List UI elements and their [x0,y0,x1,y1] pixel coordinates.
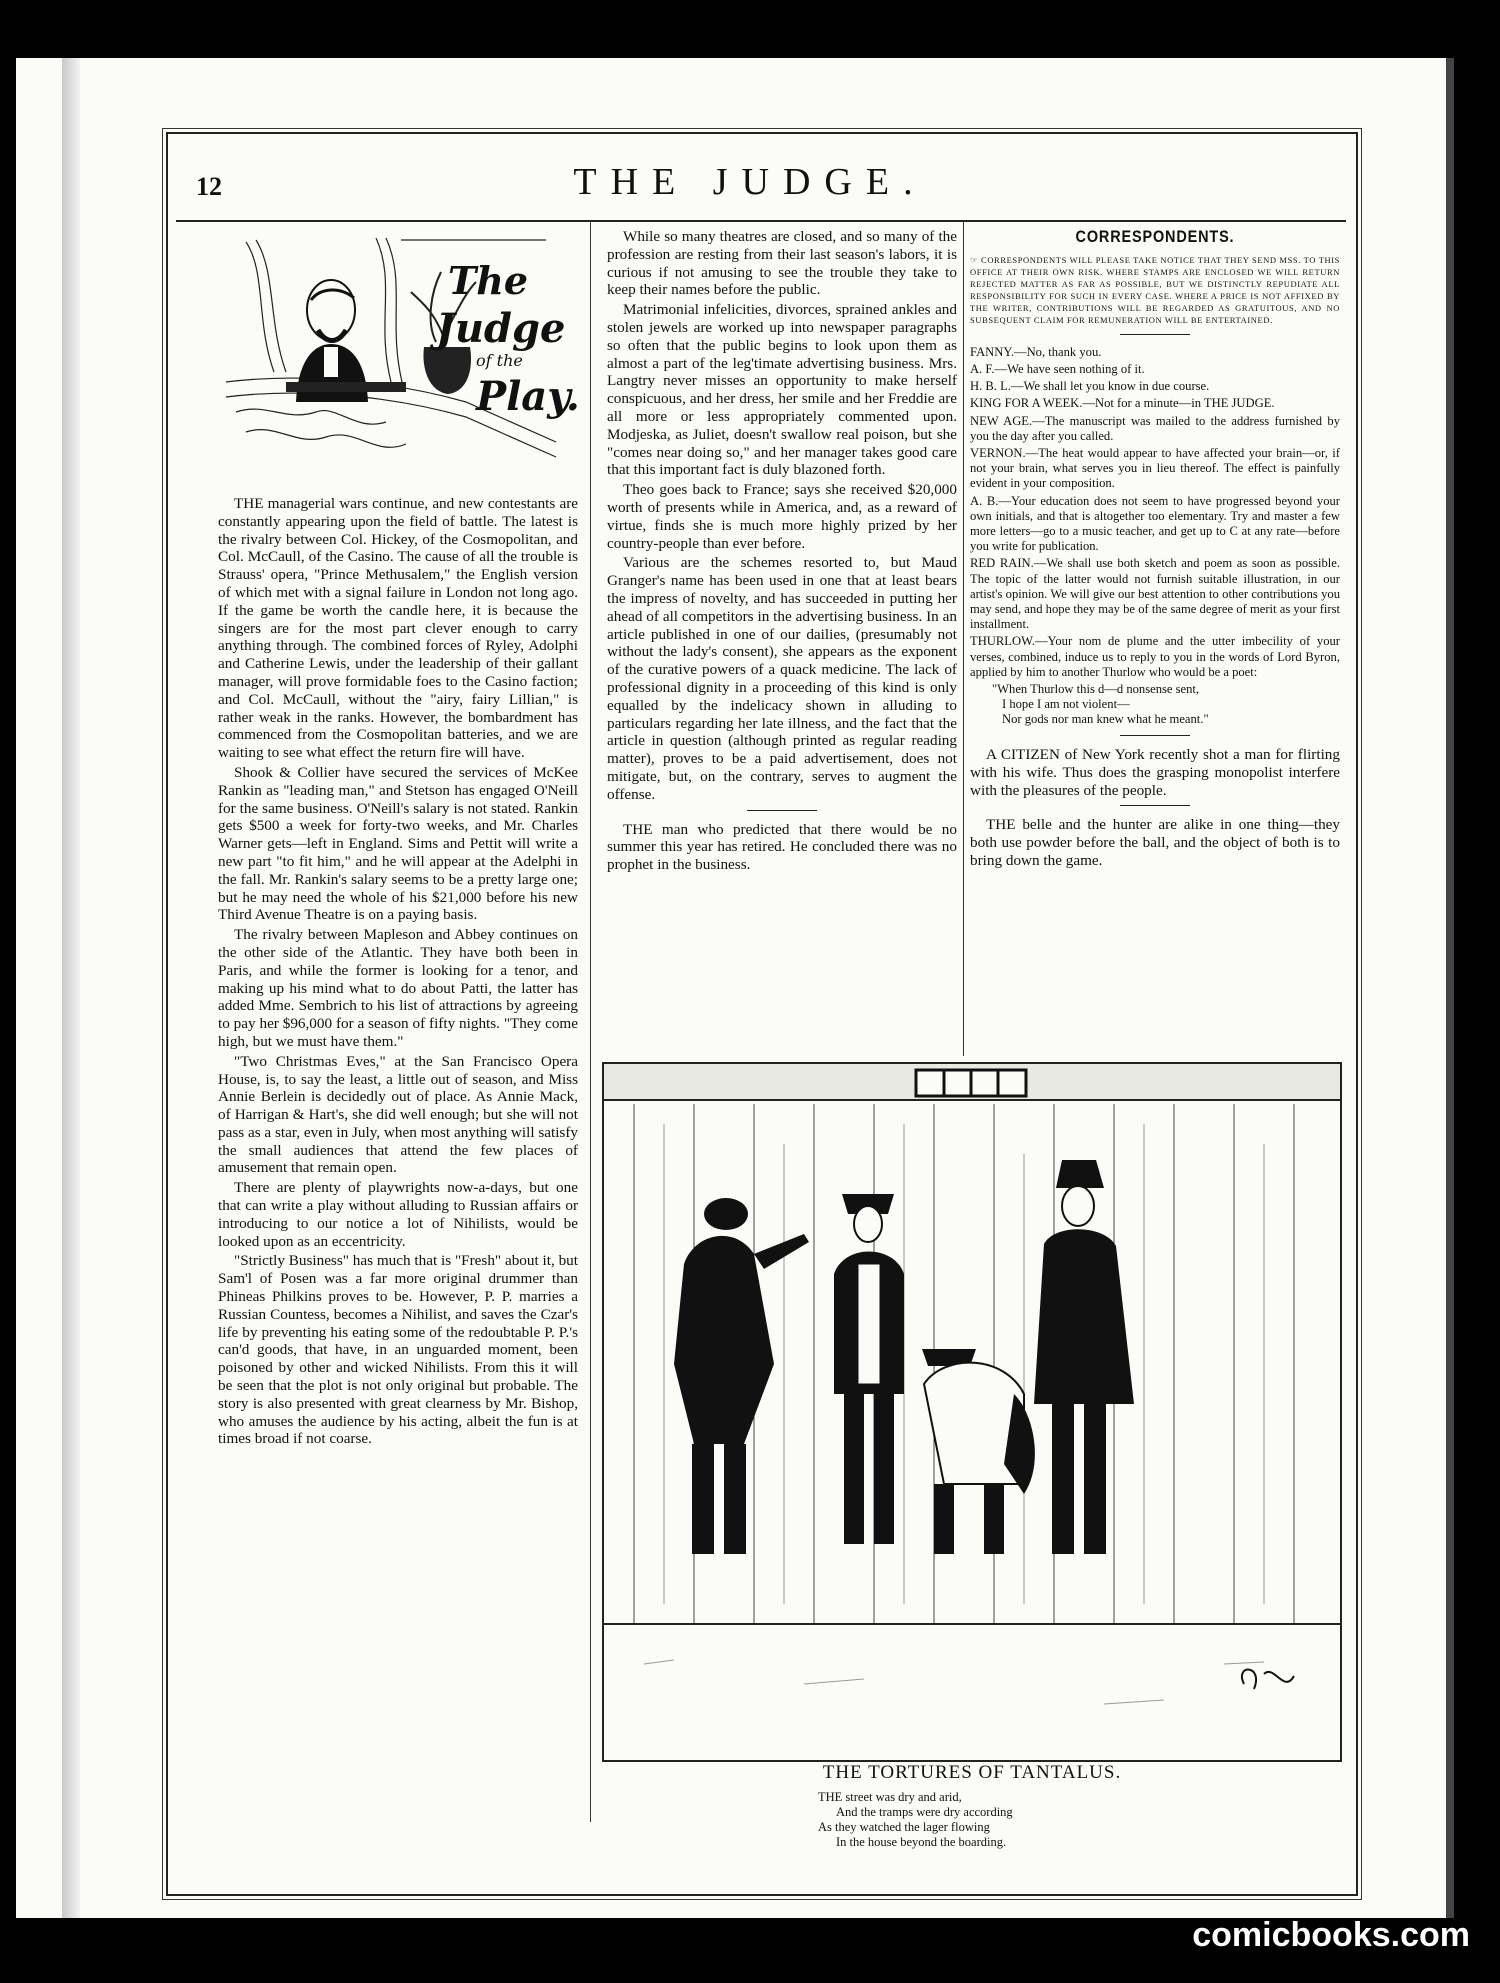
page-gutter [62,58,80,1918]
svg-text:of the: of the [476,351,523,370]
illustration-title: THE TORTURES OF TANTALUS. [822,1762,1122,1783]
illustration-verse [818,1790,1013,1850]
tantalus-drawing [604,1064,1340,1760]
correspondents-notice: ☞ CORRESPONDENTS WILL PLEASE TAKE NOTICE THAT THEY SEND MSS. TO THIS OFFICE AT THEIR OWN RISK. WHERE STAMPS ARE ENCLOSED WE WILL RETURN REJECTED MATTER AS FAR AS POSSIBLE, BUT WE DISTINCTLY REPUDIATE ALL RESPONSIBILITY FOR SUCH IN EVERY CASE. WHERE A PRICE IS NOT AFFIXED BY THE WRITER, CONTRIBUTIONS WILL BE REGARDED AS GRATUITOUS, AND NO SUBSEQUENT CLAIM FOR REMUNERATION WILL BE ENTERTAINED. [970,254,1340,325]
correspondent-reply: THURLOW.—Your nom de plume and the utter imbecility of your verses, combined, induce us to reply to you in the words of Lord Byron, applied by him to another Thurlow who would be a poet: [970,634,1340,679]
next-page-edge [1446,58,1454,1918]
verse-line: As they watched the lager flowing [818,1820,990,1834]
column-correspondents [970,228,1340,872]
article-paragraph: THE belle and the hunter are alike in one thing—they both use powder before the ball, and the object of both is to bring down the game. [970,816,1340,870]
article-paragraph: "Strictly Business" has much that is "Fresh" about it, but Sam'l of Posen was a far more original drummer than Phineas Philkins proves to be. However, P. P. marries a Russian Countess, becomes a Nihilist, and saves the Czar's life by preventing his eating some of the redoubtable P. P.'s can'd goods, that have, in an unguarded moment, been poisoned by other and wicked Nihilists. From this it will be seen that the plot is not only original but probable. The story is also presented with great clearness by Mr. Bishop, who amuses the audience by his acting, albeit the fun is at times broad if not coarse. [218,1252,578,1448]
poem-line: Nor gods nor man knew what he meant." [1002,712,1209,727]
correspondent-reply: H. B. L.—We shall let you know in due course. [970,379,1210,394]
site-watermark: comicbooks.com [1192,1916,1470,1954]
article-paragraph: THE managerial wars continue, and new contestants are constantly appearing upon the field of battle. The latest is the rivalry between Col. Hickey, of the Cosmopolitan, and Col. McCaull, of the Casino. The cause of all the trouble is Strauss' opera, "Prince Methusalem," the English version of which met with a signal failure in London not long ago. If the game be worth the candle here, it is because the singers are for the most part clever enough to carry anything through. The combined forces of Ryley, Adolphi and Catherine Lewis, under the leadership of their gallant manager, will prove formidable foes to the Casino faction; and Col. McCaull, without the "airy, fairy Lillian," is rather weak in the ranks. However, the bombardment has commenced from the Cosmopolitan batteries, and we are waiting to see what effect the return fire will have. [218,495,578,762]
column-rule-2 [963,222,964,1056]
correspondent-reply: VERNON.—The heat would appear to have affected your brain—or, if not your brain, what serves you in lieu thereof. The effect is painfully evident in your composition. [970,446,1340,491]
article-paragraph: There are plenty of playwrights now-a-days, but one that can write a play without alluding to Russian affairs or introducing to our notice a lot of Nihilists, would be looked upon as an eccentricity. [218,1179,578,1250]
verse-line: THE street was dry and arid, [818,1790,962,1804]
column-rule-1b [590,1054,591,1822]
verse-line: And the tramps were dry according [836,1805,1013,1819]
column-theatre-notes [607,228,957,876]
page-number: 12 [196,172,222,201]
correspondents-heading: CORRESPONDENTS. [1075,227,1235,246]
article-paragraph: A CITIZEN of New York recently shot a man for flirting with his wife. Thus does the grasping monopolist interfere with the pleasures of the people. [970,746,1340,799]
correspondent-reply: A. F.—We have seen nothing of it. [970,362,1145,376]
poem-line: "When Thurlow this d—d nonsense sent, [992,682,1200,697]
masthead-rule [176,220,1346,222]
correspondent-reply: A. B.—Your education does not seem to have progressed beyond your own initials, and that is altogether too elementary. Try and master a few more letters—go to a music teacher, and get up to C at any rate—before you write for publication. [970,493,1340,554]
section-divider [1120,334,1190,335]
tantalus-illustration [602,1062,1342,1762]
judge-of-the-play-header-art [226,232,580,472]
article-paragraph: Matrimonial infelicities, divorces, sprained ankles and stolen jewels are worked up into newspaper paragraphs so often that the public begins to look upon them as almost a part of the leg'timate advertising business. Mrs. Langtry never misses an opportunity to make herself conspicuous, and her dress, her smile and her Freddie are all more or less appropriately commented upon. Modjeska, as Juliet, doesn't swallow real poison, but she "comes near doing so," and her manager takes good care that this important fact is duly blazoned forth. [607,301,957,479]
article-paragraph: Theo goes back to France; says she received $20,000 worth of presents while in America, and, as a reward of virtue, finds she is much more highly prized by her country-people than ever before. [607,481,957,552]
svg-text:Judge: Judge [436,305,566,352]
article-paragraph: THE man who predicted that there would be no summer this year has retired. He concluded there was no prophet in the business. [607,820,957,874]
verse-line: In the house beyond the boarding. [836,1835,1007,1849]
article-paragraph: Various are the schemes resorted to, but Maud Granger's name has been used in one that at least bears the impress of novelty, and has succeeded in putting her ahead of all competitors in the advertising business. In an article published in one of our dailies, (presumably not without the lady's consent), she appears as the exponent of the curative powers of a quack medicine. The lack of professional dignity in a proceeding of this kind is only equalled by the indelicacy shown in alluding to particulars regarding her late illness, and the fact that the article in question (although printed as regular reading matter), proves to be a paid advertisement, does not mitigate, but, on the contrary, serves to augment the offense. [607,554,957,803]
section-divider [1120,805,1190,806]
section-divider [747,810,817,811]
column-rule-1 [590,222,591,1054]
poem-line: I hope I am not violent— [1002,697,1130,712]
svg-text:Play.: Play. [476,373,580,420]
article-paragraph: Shook & Collier have secured the services of McKee Rankin as "leading man," and Stetson has engaged O'Neill for the same business. O'Neill's salary is not stated. Rankin gets $500 a week for forty-two weeks, and Mr. Charles Warner gets—left in England. Sims and Pettit will write a new part "to fit him," and he will appear at the Adelphi in the fall. Mr. Rankin's salary seems to be a pretty large one; but he may need the whole of his $21,000 before his new Third Avenue Theatre is on a paying basis. [218,763,578,924]
byron-quote [992,682,1340,727]
correspondent-reply: RED RAIN.—We shall use both sketch and poem as soon as possible. The topic of the latter would not furnish suitable illustration, in our artist's opinion. We will give our best attention to other contributions you may send, and hope they may be of the same degree of merit as your first installment. [970,556,1340,632]
correspondent-reply: NEW AGE.—The manuscript was mailed to the address furnished by you the day after you called. [970,413,1340,443]
article-paragraph: "Two Christmas Eves," at the San Francisco Opera House, is, to say the least, a little out of season, and Miss Annie Berlein is decidedly out of place. As Annie Mack, of Harrigan & Hart's, she did well enough; but she will not pass as a star, even in July, when most anything will satisfy the small audiences that attend the few places of amusement that remain open. [218,1052,578,1177]
svg-text:The: The [448,258,529,303]
article-paragraph: While so many theatres are closed, and so many of the profession are resting from their last season's labors, it is curious if not amusing to see the trouble they take to keep their names before the public. [607,228,957,299]
correspondent-reply: FANNY.—No, thank you. [970,344,1102,359]
article-paragraph: The rivalry between Mapleson and Abbey continues on the other side of the Atlantic. They have both been in Paris, and while the former is looking for a tenor, and making up his mind what to do about Patti, the latter has added Mme. Sembrich to his list of attractions by agreeing to pay her $96,000 for a season of fifty nights. "They come high, but we must have them." [218,926,578,1050]
section-divider [1120,735,1190,736]
masthead-title: THE JUDGE. [573,161,927,203]
correspondent-reply: KING FOR A WEEK.—Not for a minute—in THE JUDGE. [970,396,1275,411]
column-judge-of-the-play [218,495,578,1450]
